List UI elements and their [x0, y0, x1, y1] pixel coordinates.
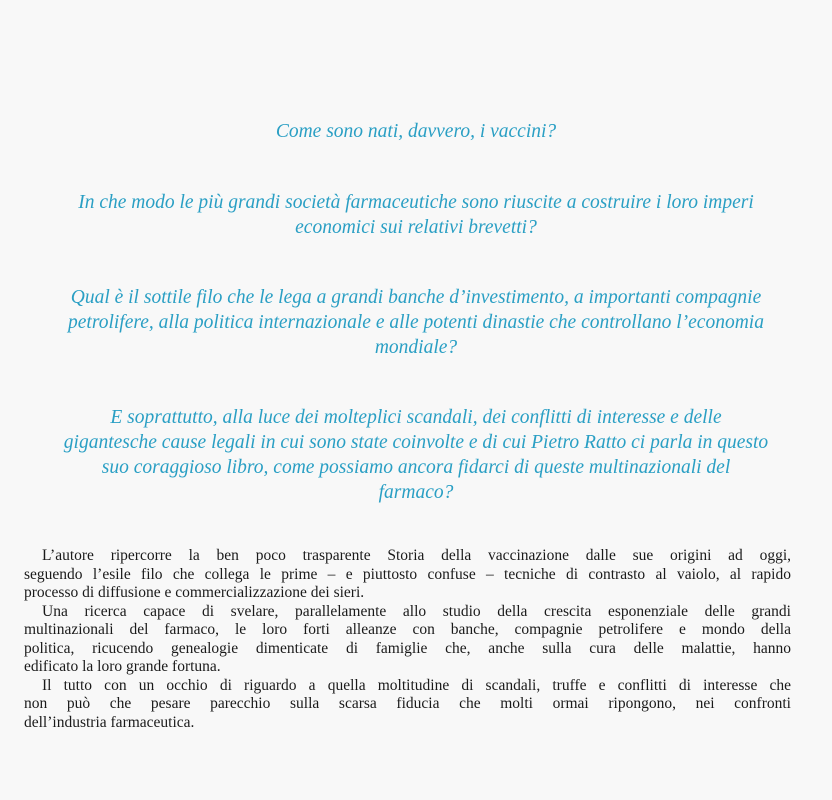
- text-line: L’autore ripercorre la ben poco trasparente Storia della vaccinazione dalle sue origini ad oggi,: [42, 547, 791, 564]
- text-line: seguendo l’esile filo che collega le prime – e piuttosto confuse – tecniche di contrasto al vaiolo, al rapido: [24, 565, 791, 583]
- text-line: politica, ricucendo genealogie dimenticate di famiglie che, anche sulla cura delle malattie, hanno: [24, 639, 791, 657]
- text-line: economici sui relativi brevetti?: [295, 217, 537, 238]
- text-line: Come sono nati, davvero, i vaccini?: [275, 121, 557, 142]
- text-line: In che modo le più grandi società farmaceutiche sono riuscite a costruire i loro imperi: [78, 192, 754, 213]
- question-2: [16, 190, 816, 240]
- question-4: [16, 405, 816, 505]
- text-line: Qual è il sottile filo che le lega a grandi banche d’investimento, a importanti compagnie: [70, 287, 762, 308]
- text-line: petrolifere, alla politica internazionale e alle potenti dinastie che controllano l’economia: [68, 312, 764, 333]
- question-1: [16, 119, 816, 144]
- paragraph-3: [24, 677, 791, 733]
- question-3: [16, 285, 816, 360]
- text-line: dell’industria farmaceutica.: [24, 713, 195, 731]
- text-line: Il tutto con un occhio di riguardo a quella moltitudine di scandali, truffe e conflitti di interesse che: [42, 676, 791, 694]
- text-line: multinazionali del farmaco, le loro forti alleanze con banche, compagnie petrolifere e mondo della: [24, 621, 791, 638]
- text-line: non può che pesare parecchio sulla scarsa fiducia che molti ormai ripongono, nei confronti: [24, 695, 791, 712]
- description-body: [24, 547, 791, 732]
- text-line: mondiale?: [374, 337, 458, 358]
- text-line: Una ricerca capace di svelare, parallelamente allo studio della crescita esponenziale delle grandi: [42, 602, 791, 620]
- text-line: farmaco?: [378, 482, 454, 503]
- text-line: gigantesche cause legali in cui sono state coinvolte e di cui Pietro Ratto ci parla in questo: [63, 432, 769, 453]
- paragraph-1: [24, 547, 791, 603]
- paragraph-2: [24, 603, 791, 677]
- text-line: suo coraggioso libro, come possiamo ancora fidarci di queste multinazionali del: [101, 457, 731, 478]
- text-line: processo di diffusione e commercializzazione dei sieri.: [24, 584, 365, 601]
- text-line: edificato la loro grande fortuna.: [24, 658, 221, 675]
- text-line: E soprattutto, alla luce dei molteplici scandali, dei conflitti di interesse e delle: [110, 407, 722, 428]
